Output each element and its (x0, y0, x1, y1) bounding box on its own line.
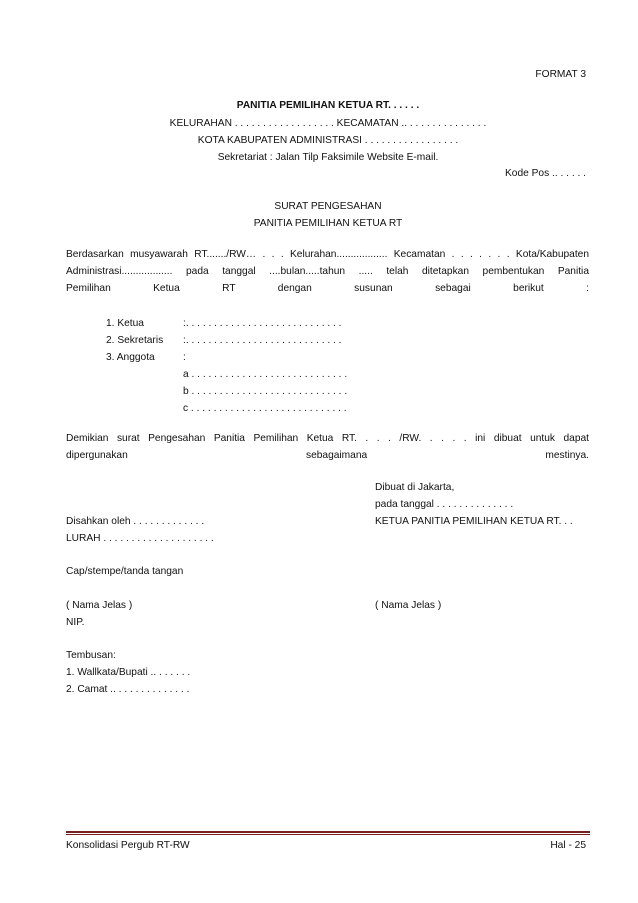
subject-line-1: SURAT PENGESAHAN (274, 201, 382, 212)
footer-divider (66, 831, 590, 833)
paragraph-line: Demikian surat Pengesahan Panitia Pemilihan Ketua RT. . . . /RW. . . . . ini dibuat untuk dapat (66, 433, 589, 444)
sekretariat-line: Sekretariat : Jalan Tilp Faksimile Website E-mail. (217, 152, 439, 163)
paragraph-line: Berdasarkan musyawarah RT......./RW… . . . Kelurahan.................. Kecamatan . . . . . . . Kota/Kabupaten (66, 249, 589, 260)
member-value-anggota: : (183, 352, 186, 363)
kota-line: KOTA KABUPATEN ADMINISTRASI . . . . . . . . . . . . . . . . . (197, 135, 459, 146)
anggota-c: c . . . . . . . . . . . . . . . . . . . . . . . . . . . . (183, 403, 347, 414)
nama-jelas-left: ( Nama Jelas ) (66, 600, 133, 611)
format-label: FORMAT 3 (535, 69, 586, 80)
anggota-b: b . . . . . . . . . . . . . . . . . . . . . . . . . . . . (183, 386, 348, 397)
closing-paragraph (66, 430, 589, 464)
member-label-ketua: 1. Ketua (106, 318, 144, 329)
kode-pos: Kode Pos .. . . . . . (505, 168, 586, 179)
nama-jelas-right: ( Nama Jelas ) (375, 600, 442, 611)
dibuat-di: Dibuat di Jakarta, (375, 482, 455, 493)
pada-tanggal: pada tanggal . . . . . . . . . . . . . . (375, 499, 514, 510)
member-value-ketua: :. . . . . . . . . . . . . . . . . . . . . . . . . . . . (183, 318, 342, 329)
tembusan-title: Tembusan: (66, 650, 116, 661)
member-label-anggota: 3. Anggota (106, 352, 155, 363)
footer-title: Konsolidasi Pergub RT-RW (66, 840, 190, 851)
kelurahan-line: KELURAHAN . . . . . . . . . . . . . . . . . . KECAMATAN .. . . . . . . . . . . . . . . (169, 118, 487, 129)
paragraph-line: dipergunakan sebagaimana mestinya. (66, 450, 589, 461)
tembusan-item: 2. Camat .. . . . . . . . . . . . . . (66, 684, 190, 695)
tembusan-item: 1. Wallkata/Bupati .. . . . . . . (66, 667, 191, 678)
page-number: Hal - 25 (550, 840, 586, 851)
disahkan-oleh: Disahkan oleh . . . . . . . . . . . . . (66, 516, 205, 527)
anggota-a: a . . . . . . . . . . . . . . . . . . . . . . . . . . . . (183, 369, 348, 380)
member-value-sekretaris: :. . . . . . . . . . . . . . . . . . . . . . . . . . . . (183, 335, 342, 346)
opening-paragraph (66, 246, 589, 297)
member-label-sekretaris: 2. Sekretaris (106, 335, 164, 346)
paragraph-line: Administrasi.................. pada tanggal ....bulan.....tahun ..... telah ditetapkan pembentukan Panitia (66, 266, 589, 277)
footer-divider-thin (66, 834, 590, 835)
lurah-title: LURAH . . . . . . . . . . . . . . . . . . . . (66, 533, 214, 544)
cap-stempel: Cap/stempe/tanda tangan (66, 566, 184, 577)
nip-label: NIP. (66, 617, 85, 628)
ketua-panitia-title: KETUA PANITIA PEMILIHAN KETUA RT. . . (375, 516, 573, 527)
committee-title: PANITIA PEMILIHAN KETUA RT. . . . . . (236, 100, 420, 111)
subject-line-2: PANITIA PEMILIHAN KETUA RT (253, 218, 403, 229)
paragraph-line: Pemilihan Ketua RT dengan susunan sebagai berikut : (66, 283, 589, 294)
